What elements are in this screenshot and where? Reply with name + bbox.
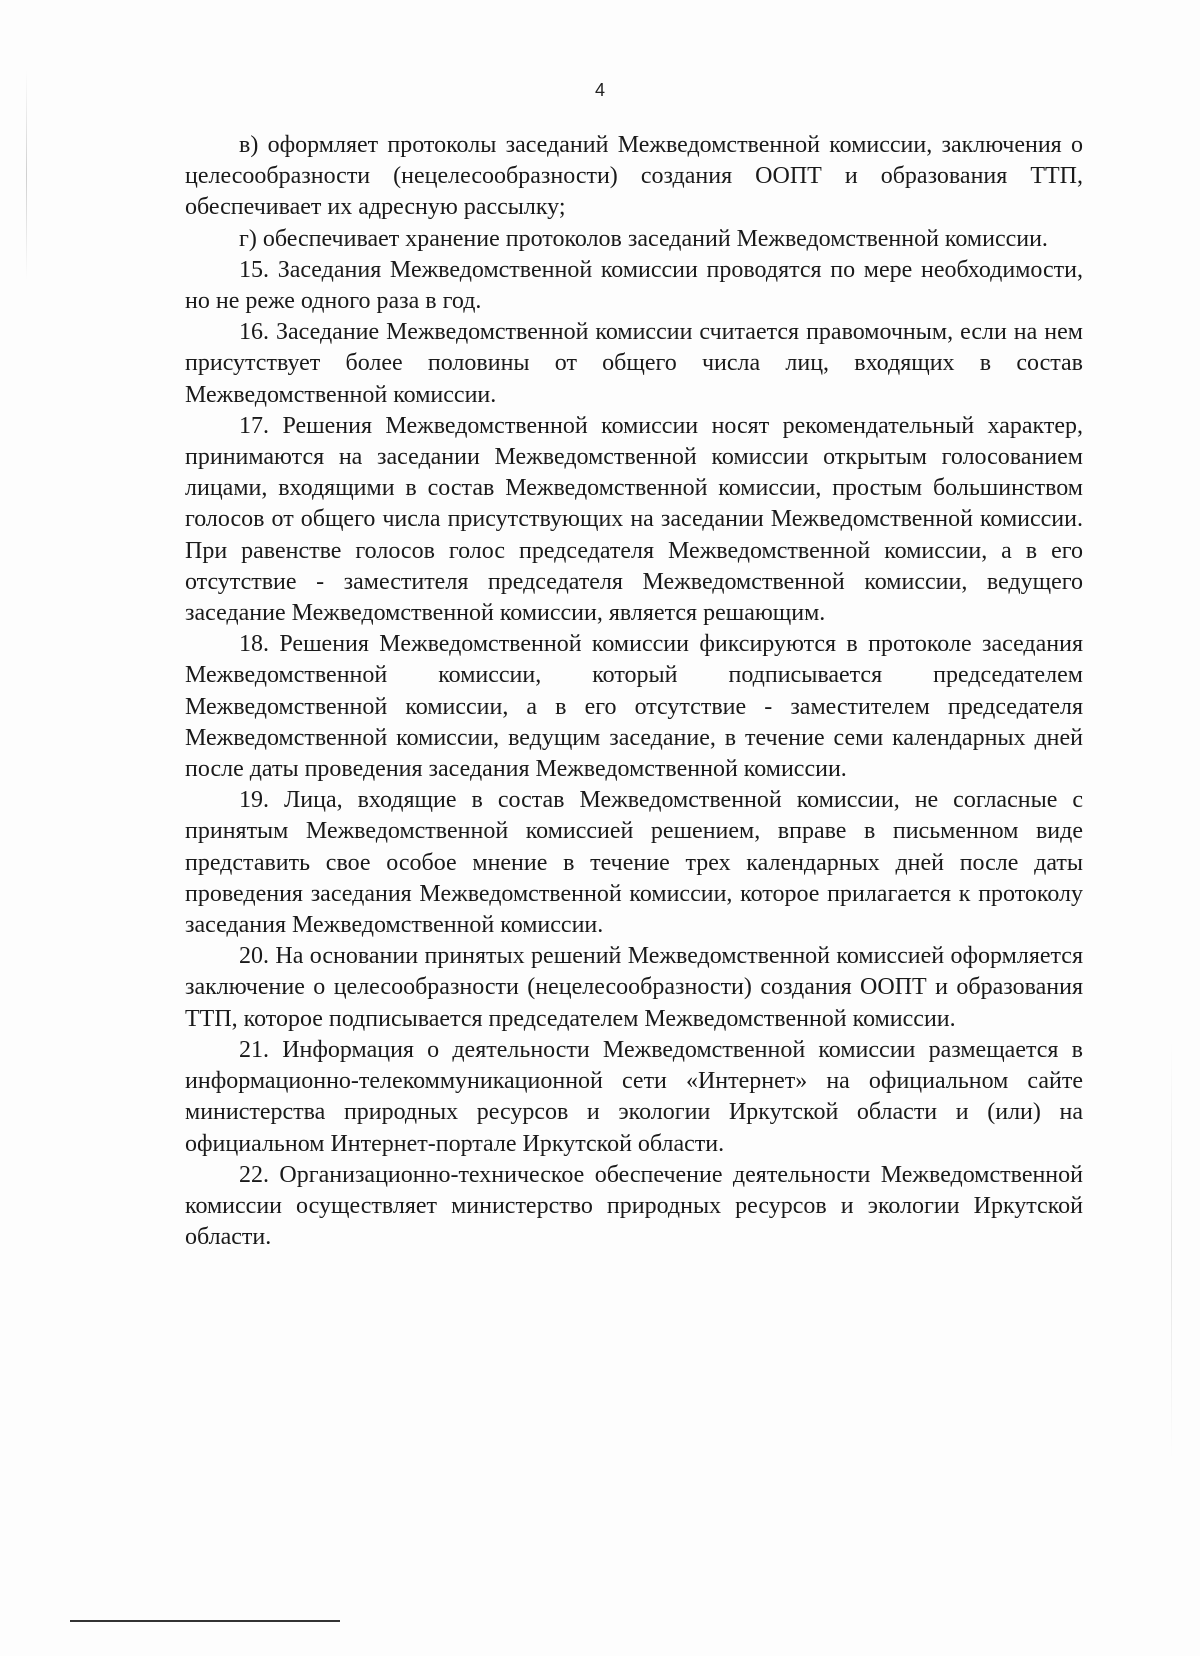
footer-rule	[70, 1620, 340, 1622]
paragraph-item-v: в) оформляет протоколы заседаний Межведомственной комиссии, заключения о целесообразности (нецелесообразности) создания ООПТ и образования ТТП, обеспечивает их адресную рассылку;	[185, 132, 1083, 221]
scan-edge-shadow-right	[1171, 1040, 1172, 1460]
paragraph-18: 18. Решения Межведомственной комиссии фиксируются в протоколе заседания Межведомственной комиссии, который подписывается председателем Межведомственной комиссии, а в его отсутствие - заместителем председателя Межведомственной комиссии, ведущим заседание, в течение семи календарных дней после даты проведения заседания Межведомственной комиссии.	[185, 631, 1083, 783]
scan-edge-shadow	[26, 70, 27, 280]
paragraph-20: 20. На основании принятых решений Межведомственной комиссией оформляется заключение о целесообразности (нецелесообразности) создания ООПТ и образования ТТП, которое подписывается председателем Межведомственной комиссии.	[185, 943, 1083, 1032]
document-body	[185, 130, 1083, 1253]
paragraph-15: 15. Заседания Межведомственной комиссии проводятся по мере необходимости, но не реже одного раза в год.	[185, 256, 1083, 315]
paragraph-19: 19. Лица, входящие в состав Межведомственной комиссии, не согласные с принятым Межведомственной комиссией решением, вправе в письменном виде представить свое особое мнение в течение трех календарных дней после даты проведения заседания Межведомственной комиссии, которое прилагается к протоколу заседания Межведомственной комиссии.	[185, 787, 1083, 939]
page-number: 4	[594, 80, 605, 100]
paragraph-16: 16. Заседание Межведомственной комиссии считается правомочным, если на нем присутствует более половины от общего числа лиц, входящих в состав Межведомственной комиссии.	[185, 319, 1083, 408]
paragraph-item-g: г) обеспечивает хранение протоколов заседаний Межведомственной комиссии.	[239, 225, 1048, 252]
paragraph-22: 22. Организационно-техническое обеспечение деятельности Межведомственной комиссии осуществляет министерство природных ресурсов и экологии Иркутской области.	[185, 1161, 1083, 1251]
paragraph-21: 21. Информация о деятельности Межведомственной комиссии размещается в информационно-телекоммуникационной сети «Интернет» на официальном сайте министерства природных ресурсов и экологии Иркутской области и (или) на официальном Интернет-портале Иркутской области.	[185, 1036, 1083, 1157]
paragraph-17: 17. Решения Межведомственной комиссии носят рекомендательный характер, принимаются на заседании Межведомственной комиссии открытым голосованием лицами, входящими в состав Межведомственной комиссии, простым большинством голосов от общего числа присутствующих на заседании Межведомственной комиссии. При равенстве голосов голос председателя Межведомственной комиссии, а в его отсутствие - заместителя председателя Межведомственной комиссии, ведущего заседание Межведомственной комиссии, является решающим.	[185, 412, 1083, 627]
